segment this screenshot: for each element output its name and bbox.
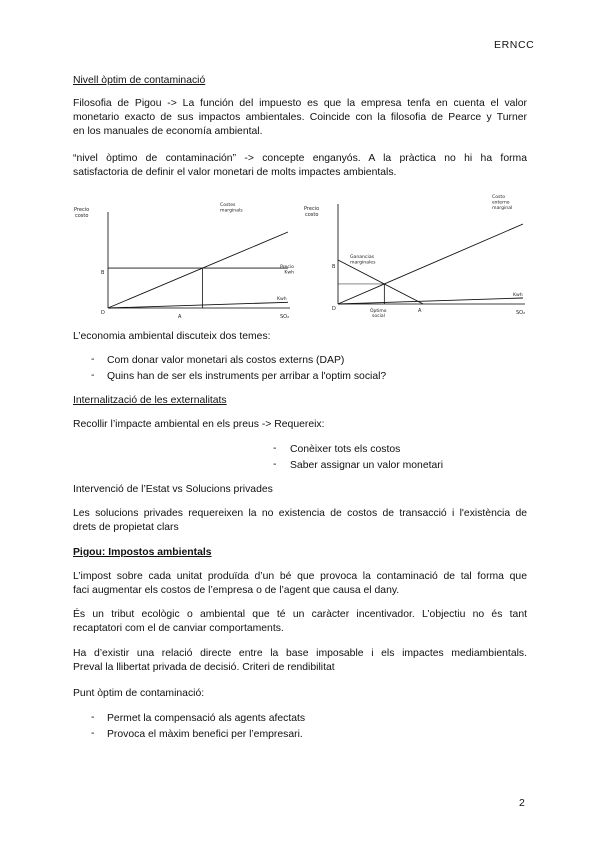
bullet-dash: - bbox=[91, 354, 95, 365]
chart-left-origin-label: D bbox=[101, 310, 105, 316]
paragraph-recollir: Recollir l’impacte ambiental en els preus -> Requereix: bbox=[73, 419, 325, 430]
chart-1-series-0-label: marginal bbox=[492, 206, 513, 211]
chart-right-social-label: social bbox=[372, 314, 385, 319]
chart-left-ylabel-2: costo bbox=[75, 213, 89, 219]
paragraph-pigou bbox=[73, 97, 527, 139]
text-line: en los manuales de economía ambiental. bbox=[73, 126, 263, 137]
chart-right-a-label: A bbox=[418, 308, 422, 314]
chart-0-series-2-line bbox=[108, 302, 288, 308]
chart-left bbox=[72, 192, 297, 327]
chart-1-series-1-line bbox=[338, 260, 423, 304]
chart-left-a-label: A bbox=[178, 314, 182, 320]
chart-0-series-2-label: Kwh bbox=[277, 297, 287, 302]
section-heading-nivell-optim: Nivell òptim de contaminació bbox=[73, 75, 206, 86]
text-line: drets de propietat clars bbox=[73, 522, 179, 533]
chart-1-series-2-line bbox=[338, 298, 523, 304]
bullet-dash: - bbox=[91, 712, 95, 723]
chart-right-x-end-label: SO₂ bbox=[516, 310, 526, 316]
chart-left-x-end-label: SO₂ bbox=[280, 314, 290, 320]
paragraph-solucions-privades bbox=[73, 507, 527, 535]
bullet-dash: - bbox=[91, 370, 95, 381]
text-line: monetario exacto de sus impactos ambientales. Coincide con la filosofia de Pearce y Turner bbox=[73, 112, 527, 123]
text-line: És un tribut ecològic o ambiental que té un caràcter incentivador. L’objectiu no és tant bbox=[73, 609, 527, 620]
chart-right bbox=[300, 192, 535, 327]
chart-right-origin-label: D bbox=[332, 306, 336, 312]
chart-right-optimo-label: Óptimo bbox=[370, 309, 387, 314]
bullet-dash: - bbox=[91, 728, 95, 739]
text-line: faci augmentar els costos de l’empresa o de l’agent que causa el dany. bbox=[73, 585, 400, 596]
paragraph-intervencio: Intervenció de l’Estat vs Solucions privades bbox=[73, 484, 273, 495]
paragraph-tribut bbox=[73, 608, 527, 636]
bullet-item: Conèixer tots els costos bbox=[290, 444, 401, 455]
section-heading-internalitzacio: Internalització de les externalitats bbox=[73, 395, 227, 406]
chart-right-axes bbox=[338, 204, 525, 304]
section-heading-pigou: Pigou: Impostos ambientals bbox=[73, 547, 212, 558]
text-line: Les solucions privades requereixen la no existencia de costos de transacció i l'existència de bbox=[73, 508, 527, 519]
text-line: recaptatori com el de canviar comportaments. bbox=[73, 623, 284, 634]
text-line: L’impost sobre cada unitat produïda d’un bé que provoca la contaminació de tal forma que bbox=[73, 571, 527, 582]
text-line: “nivel òptimo de contaminación” -> concepte enganyós. A la pràctica no hi ha forma bbox=[73, 153, 527, 164]
paragraph-relacio bbox=[73, 647, 527, 675]
chart-right-ylabel-1: Precio bbox=[304, 206, 320, 212]
chart-0-series-1-label: Precio bbox=[280, 265, 294, 270]
text-line: Filosofia de Pigou -> La función del impuesto es que la empresa tenfa en cuenta el valor bbox=[73, 98, 527, 109]
chart-left-ylabel-1: Precio bbox=[74, 207, 90, 213]
bullet-dash: - bbox=[273, 459, 277, 470]
bullet-item: Provoca el màxim benefici per l’empresari. bbox=[107, 729, 303, 740]
chart-left-axes bbox=[108, 212, 290, 308]
bullet-item: Permet la compensació als agents afectats bbox=[107, 713, 306, 724]
page-number: 2 bbox=[519, 798, 525, 809]
text-line: Ha d’existir una relació directe entre la base imposable i els impactes mediambientals. bbox=[73, 648, 527, 659]
chart-0-series-1-label: Kwh bbox=[284, 270, 294, 276]
chart-left-b-label: B bbox=[101, 270, 105, 276]
bullet-dash: - bbox=[273, 443, 277, 454]
paragraph-punt-optim: Punt òptim de contaminació: bbox=[73, 688, 205, 699]
chart-1-series-2-label: Kwh bbox=[513, 293, 523, 298]
chart-0-series-0-line bbox=[108, 232, 288, 308]
text-line: Preval la llibertat privada de decisió. Criteri de rendibilitat bbox=[73, 662, 335, 673]
page-header: ERNCC bbox=[494, 39, 535, 51]
paragraph-nivel-optimo bbox=[73, 152, 527, 180]
bullet-item: Quins han de ser els instruments per arribar a l'optim social? bbox=[107, 371, 387, 382]
chart-1-series-0-label: externo bbox=[492, 200, 510, 206]
chart-1-series-1-label: Ganancias bbox=[350, 255, 375, 260]
chart-1-series-0-label: Costo bbox=[492, 195, 506, 200]
text-line: satisfactoria de definir el valor monetari de molts impactes ambientals. bbox=[73, 167, 397, 178]
paragraph-impost bbox=[73, 570, 527, 598]
bullet-item: Com donar valor monetari als costos externs (DAP) bbox=[107, 355, 345, 366]
chart-right-b-label: B bbox=[332, 264, 336, 270]
paragraph-dos-temes: L’economia ambiental discuteix dos temes: bbox=[73, 331, 271, 342]
chart-0-series-0-label: marginals bbox=[220, 208, 243, 214]
bullet-item: Saber assignar un valor monetari bbox=[290, 460, 444, 471]
chart-right-ylabel-2: costo bbox=[305, 212, 319, 218]
chart-0-series-0-label: Costes bbox=[220, 203, 236, 208]
chart-1-series-1-label: marginales bbox=[350, 260, 376, 266]
